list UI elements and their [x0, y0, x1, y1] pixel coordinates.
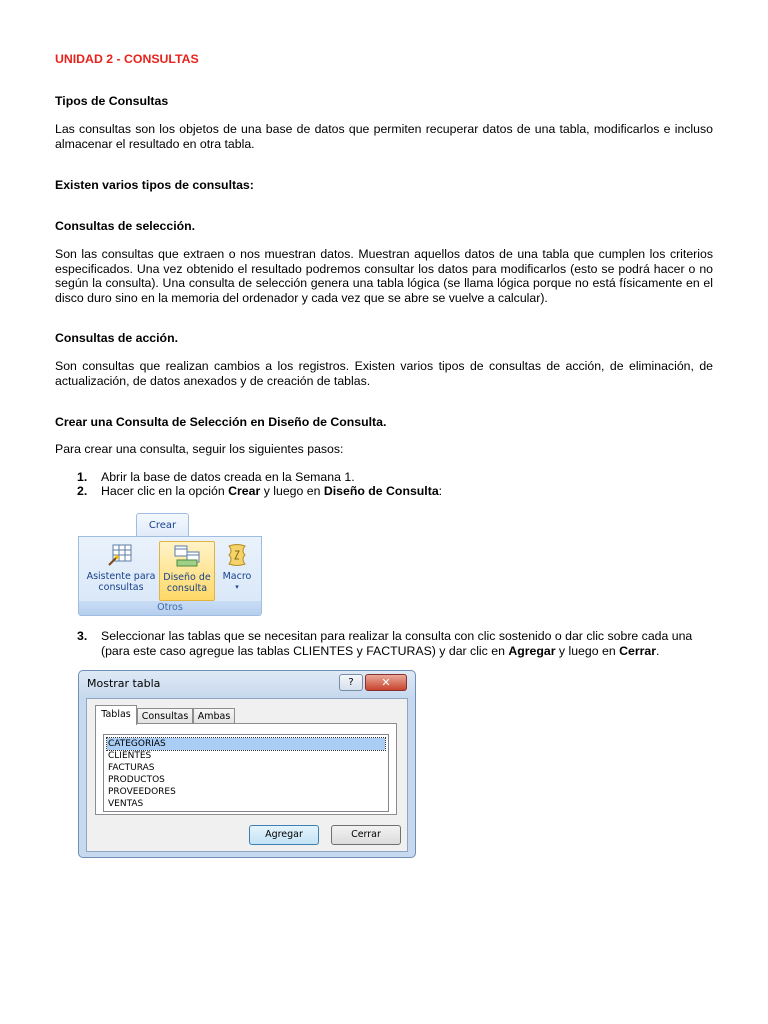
step-bold-cerrar: Cerrar [619, 643, 657, 658]
query-wizard-icon [107, 543, 135, 567]
query-design-label-1: Diseño de [163, 572, 211, 583]
query-design-icon [173, 544, 201, 568]
accion-paragraph: Son consultas que realizan cambios a los registros. Existen varios tipos de consultas de acción, de eliminación, de actualización, de datos anexados y de creación de tablas. [55, 359, 713, 388]
seleccion-paragraph: Son las consultas que extraen o nos muestran datos. Muestran aquellos datos de una tabla que cumplen los criterios especificados. Una vez obtenido el resultado podremos consultar los datos para modificarlos (esto se podrá hacer o no según la consulta). Una consulta de selección genera una tabla lógica (se llama lógica porque no está físicamente en el disco duro sino en la memoria del ordenador y cada vez que se abre se vuelve a calcular). [55, 247, 713, 305]
step-number: 1. [77, 470, 88, 484]
crear-intro: Para crear una consulta, seguir los siguientes pasos: [55, 442, 344, 456]
step-text-mid: y luego en [260, 484, 324, 498]
tab-ambas[interactable]: Ambas [193, 708, 235, 724]
unit-heading: UNIDAD 2 - CONSULTAS [55, 52, 199, 66]
step-number: 2. [77, 484, 88, 498]
list-item[interactable]: VENTAS [108, 799, 144, 809]
dialog-content [86, 698, 408, 852]
step-text-mid: y luego en [555, 643, 620, 658]
list-item[interactable]: FACTURAS [108, 763, 155, 773]
step-bold-crear: Crear [228, 484, 261, 498]
tipos-paragraph: Las consultas son los objetos de una base de datos que permiten recuperar datos de una tabla, modificarlos e incluso almacenar el resultado en otra tabla. [55, 122, 713, 151]
step-text-post: : [438, 484, 443, 498]
list-item[interactable]: PRODUCTOS [108, 775, 165, 785]
tab-tablas[interactable]: Tablas [95, 705, 137, 725]
help-icon[interactable]: ? [339, 674, 363, 691]
dialog-title: Mostrar tabla [87, 677, 161, 690]
ribbon-body [78, 536, 262, 616]
step-bold-agregar: Agregar [508, 643, 556, 658]
tipos-heading: Tipos de Consultas [55, 94, 169, 108]
list-item[interactable]: PROVEEDORES [108, 787, 176, 797]
crear-heading: Crear una Consulta de Selección en Diseño de Consulta. [55, 415, 387, 429]
macro-button[interactable] [217, 541, 257, 599]
step-text [101, 484, 713, 499]
step-text [101, 629, 713, 658]
query-design-label-2: consulta [166, 583, 208, 594]
accion-heading: Consultas de acción. [55, 331, 178, 345]
step-text-pre: Seleccionar las tablas que se necesitan para realizar la consulta con clic sostenido o dar clic sobre cada una (para este caso agregue las tablas CLIENTES y FACTURAS) y dar clic en [101, 629, 693, 658]
seleccion-heading: Consultas de selección. [55, 219, 196, 233]
show-table-dialog [78, 670, 416, 858]
query-wizard-label-2: consultas [98, 582, 144, 593]
ribbon-group-label: Otros [79, 601, 261, 615]
macro-scroll-icon [223, 543, 251, 567]
list-item[interactable]: CATEGORIAS [107, 738, 385, 750]
add-button[interactable]: Agregar [249, 825, 319, 845]
chevron-down-icon: ▾ [235, 583, 239, 591]
tab-consultas[interactable]: Consultas [137, 708, 193, 724]
step-text-post: . [656, 643, 660, 658]
step-bold-diseno: Diseño de Consulta [323, 484, 439, 498]
close-button[interactable]: Cerrar [331, 825, 401, 845]
tab-panel [95, 723, 397, 815]
step-number: 3. [77, 629, 88, 643]
query-wizard-label-1: Asistente para [86, 571, 156, 582]
existen-heading: Existen varios tipos de consultas: [55, 178, 254, 192]
query-design-button[interactable] [159, 541, 215, 601]
step-text-pre: Hacer clic en la opción [101, 484, 229, 498]
table-list[interactable] [103, 734, 389, 812]
ribbon-screenshot [78, 512, 262, 615]
query-wizard-button[interactable] [85, 541, 157, 599]
ribbon-tab-crear[interactable]: Crear [136, 513, 189, 538]
step-text: Abrir la base de datos creada en la Semana 1. [101, 470, 355, 484]
macro-label: Macro [222, 571, 252, 582]
list-item[interactable]: CLIENTES [108, 751, 152, 761]
close-icon[interactable]: ✕ [365, 674, 407, 691]
